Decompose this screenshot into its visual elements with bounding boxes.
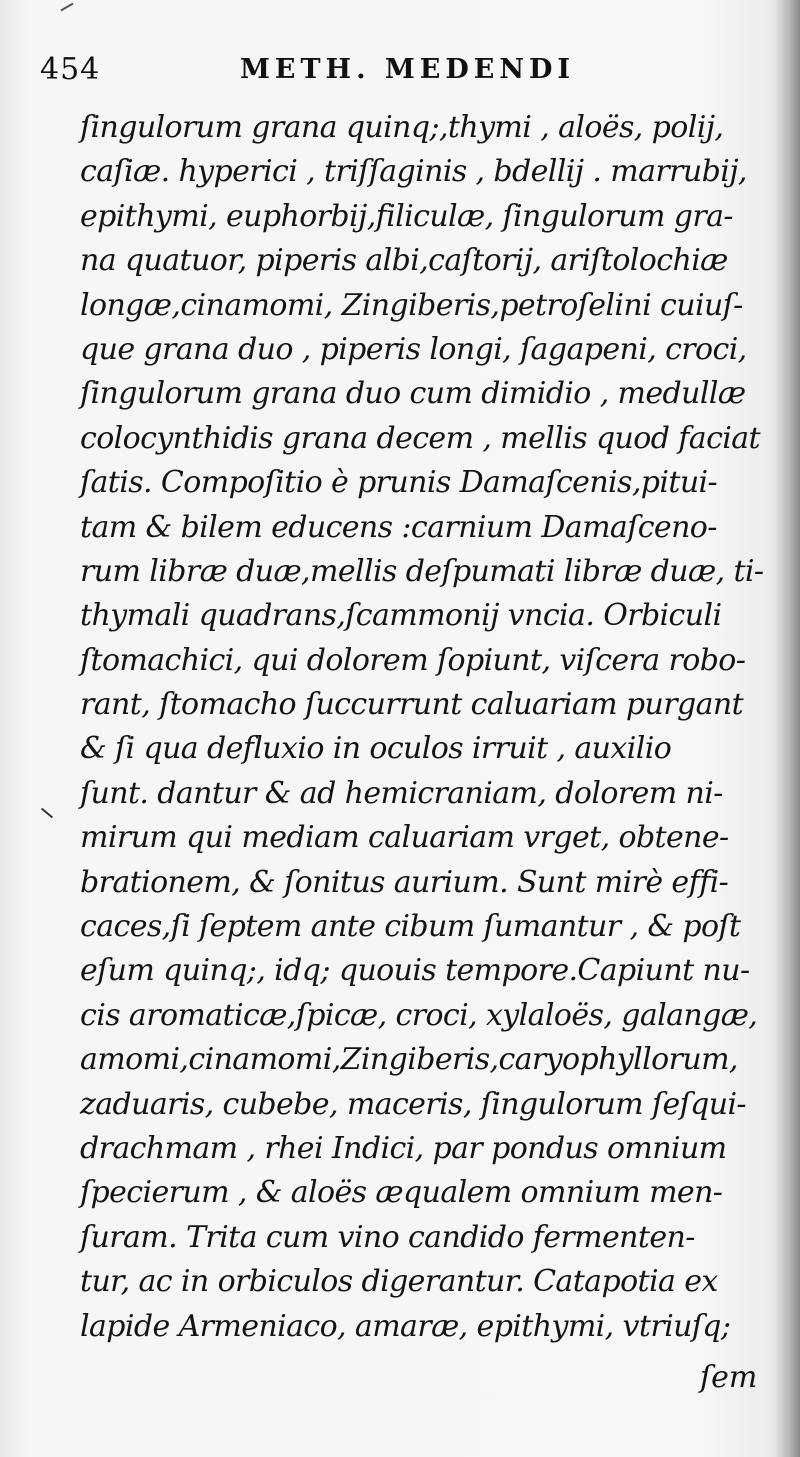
text-line: ſingulorum grana quinq;,thymi , aloës, polij, xyxy=(80,110,724,145)
text-line: na quatuor, piperis albi,caſtorij, ariſtolochiæ xyxy=(80,243,728,279)
text-line: eſum quinq;, idq; quouis tempore.Capiunt nu- xyxy=(80,953,750,989)
ink-speck xyxy=(60,3,73,12)
text-line: ſingulorum grana duo cum dimidio , medullæ xyxy=(80,376,746,412)
text-line: & ſi qua defluxio in oculos irruit , auxilio xyxy=(80,731,672,767)
page-number: 454 xyxy=(40,52,101,87)
running-title: METH. MEDENDI xyxy=(240,54,576,85)
text-line: mirum qui mediam caluariam vrget, obtene- xyxy=(80,820,729,856)
text-line: caſiæ. hyperici , triſſaginis , bdellij . marrubij, xyxy=(80,154,747,190)
text-line: tam & bilem educens :carnium Damaſceno- xyxy=(80,509,717,545)
text-line: ſunt. dantur & ad hemicraniam, dolorem ni- xyxy=(80,775,723,811)
text-line: longæ,cinamomi, Zingiberis,petroſelini cuiuſ- xyxy=(80,287,743,323)
text-line: zaduaris, cubebe, maceris, ſingulorum ſeſqui- xyxy=(80,1086,746,1122)
text-line: caces,ſi ſeptem ante cibum ſumantur , & poſt xyxy=(80,909,741,945)
text-line: drachmam , rhei Indici, par pondus omnium xyxy=(80,1130,727,1166)
body-text xyxy=(80,106,770,1349)
margin-mark xyxy=(41,808,53,819)
text-line: brationem, & ſonitus aurium. Sunt mirè effi- xyxy=(80,864,729,900)
text-line: cis aromaticæ,ſpicæ, croci, xylaloës, galangæ, xyxy=(80,997,758,1033)
text-line: que grana duo , piperis longi, ſagapeni, croci, xyxy=(80,331,747,367)
text-line: tur, ac in orbiculos digerantur. Catapotia ex xyxy=(80,1264,718,1300)
text-line: epithymi, euphorbij,filiculæ, ſingulorum gra- xyxy=(80,198,733,234)
catchword: ſem xyxy=(700,1360,758,1395)
spine-shadow xyxy=(774,0,800,1457)
text-line: rum libræ duæ,mellis deſpumati libræ duæ, ti- xyxy=(80,553,764,589)
text-line: ſtomachici, qui dolorem ſopiunt, viſcera robo- xyxy=(80,642,746,678)
text-line: ſuram. Trita cum vino candido fermenten- xyxy=(80,1219,695,1255)
text-line: colocynthidis grana decem , mellis quod faciat xyxy=(80,420,761,456)
text-line: lapide Armeniaco, amaræ, epithymi, vtriuſq; xyxy=(80,1308,731,1344)
text-line: amomi,cinamomi,Zingiberis,caryophyllorum, xyxy=(80,1042,738,1078)
text-line: rant, ſtomacho ſuccurrunt caluariam purgant xyxy=(80,687,744,723)
running-head xyxy=(40,52,760,96)
text-line: ſpecierum , & aloës æqualem omnium men- xyxy=(80,1175,723,1211)
text-line: thymali quadrans,ſcammonij vncia. Orbiculi xyxy=(80,598,722,634)
text-line: ſatis. Compoſitio è prunis Damaſcenis,pitui- xyxy=(80,465,718,501)
